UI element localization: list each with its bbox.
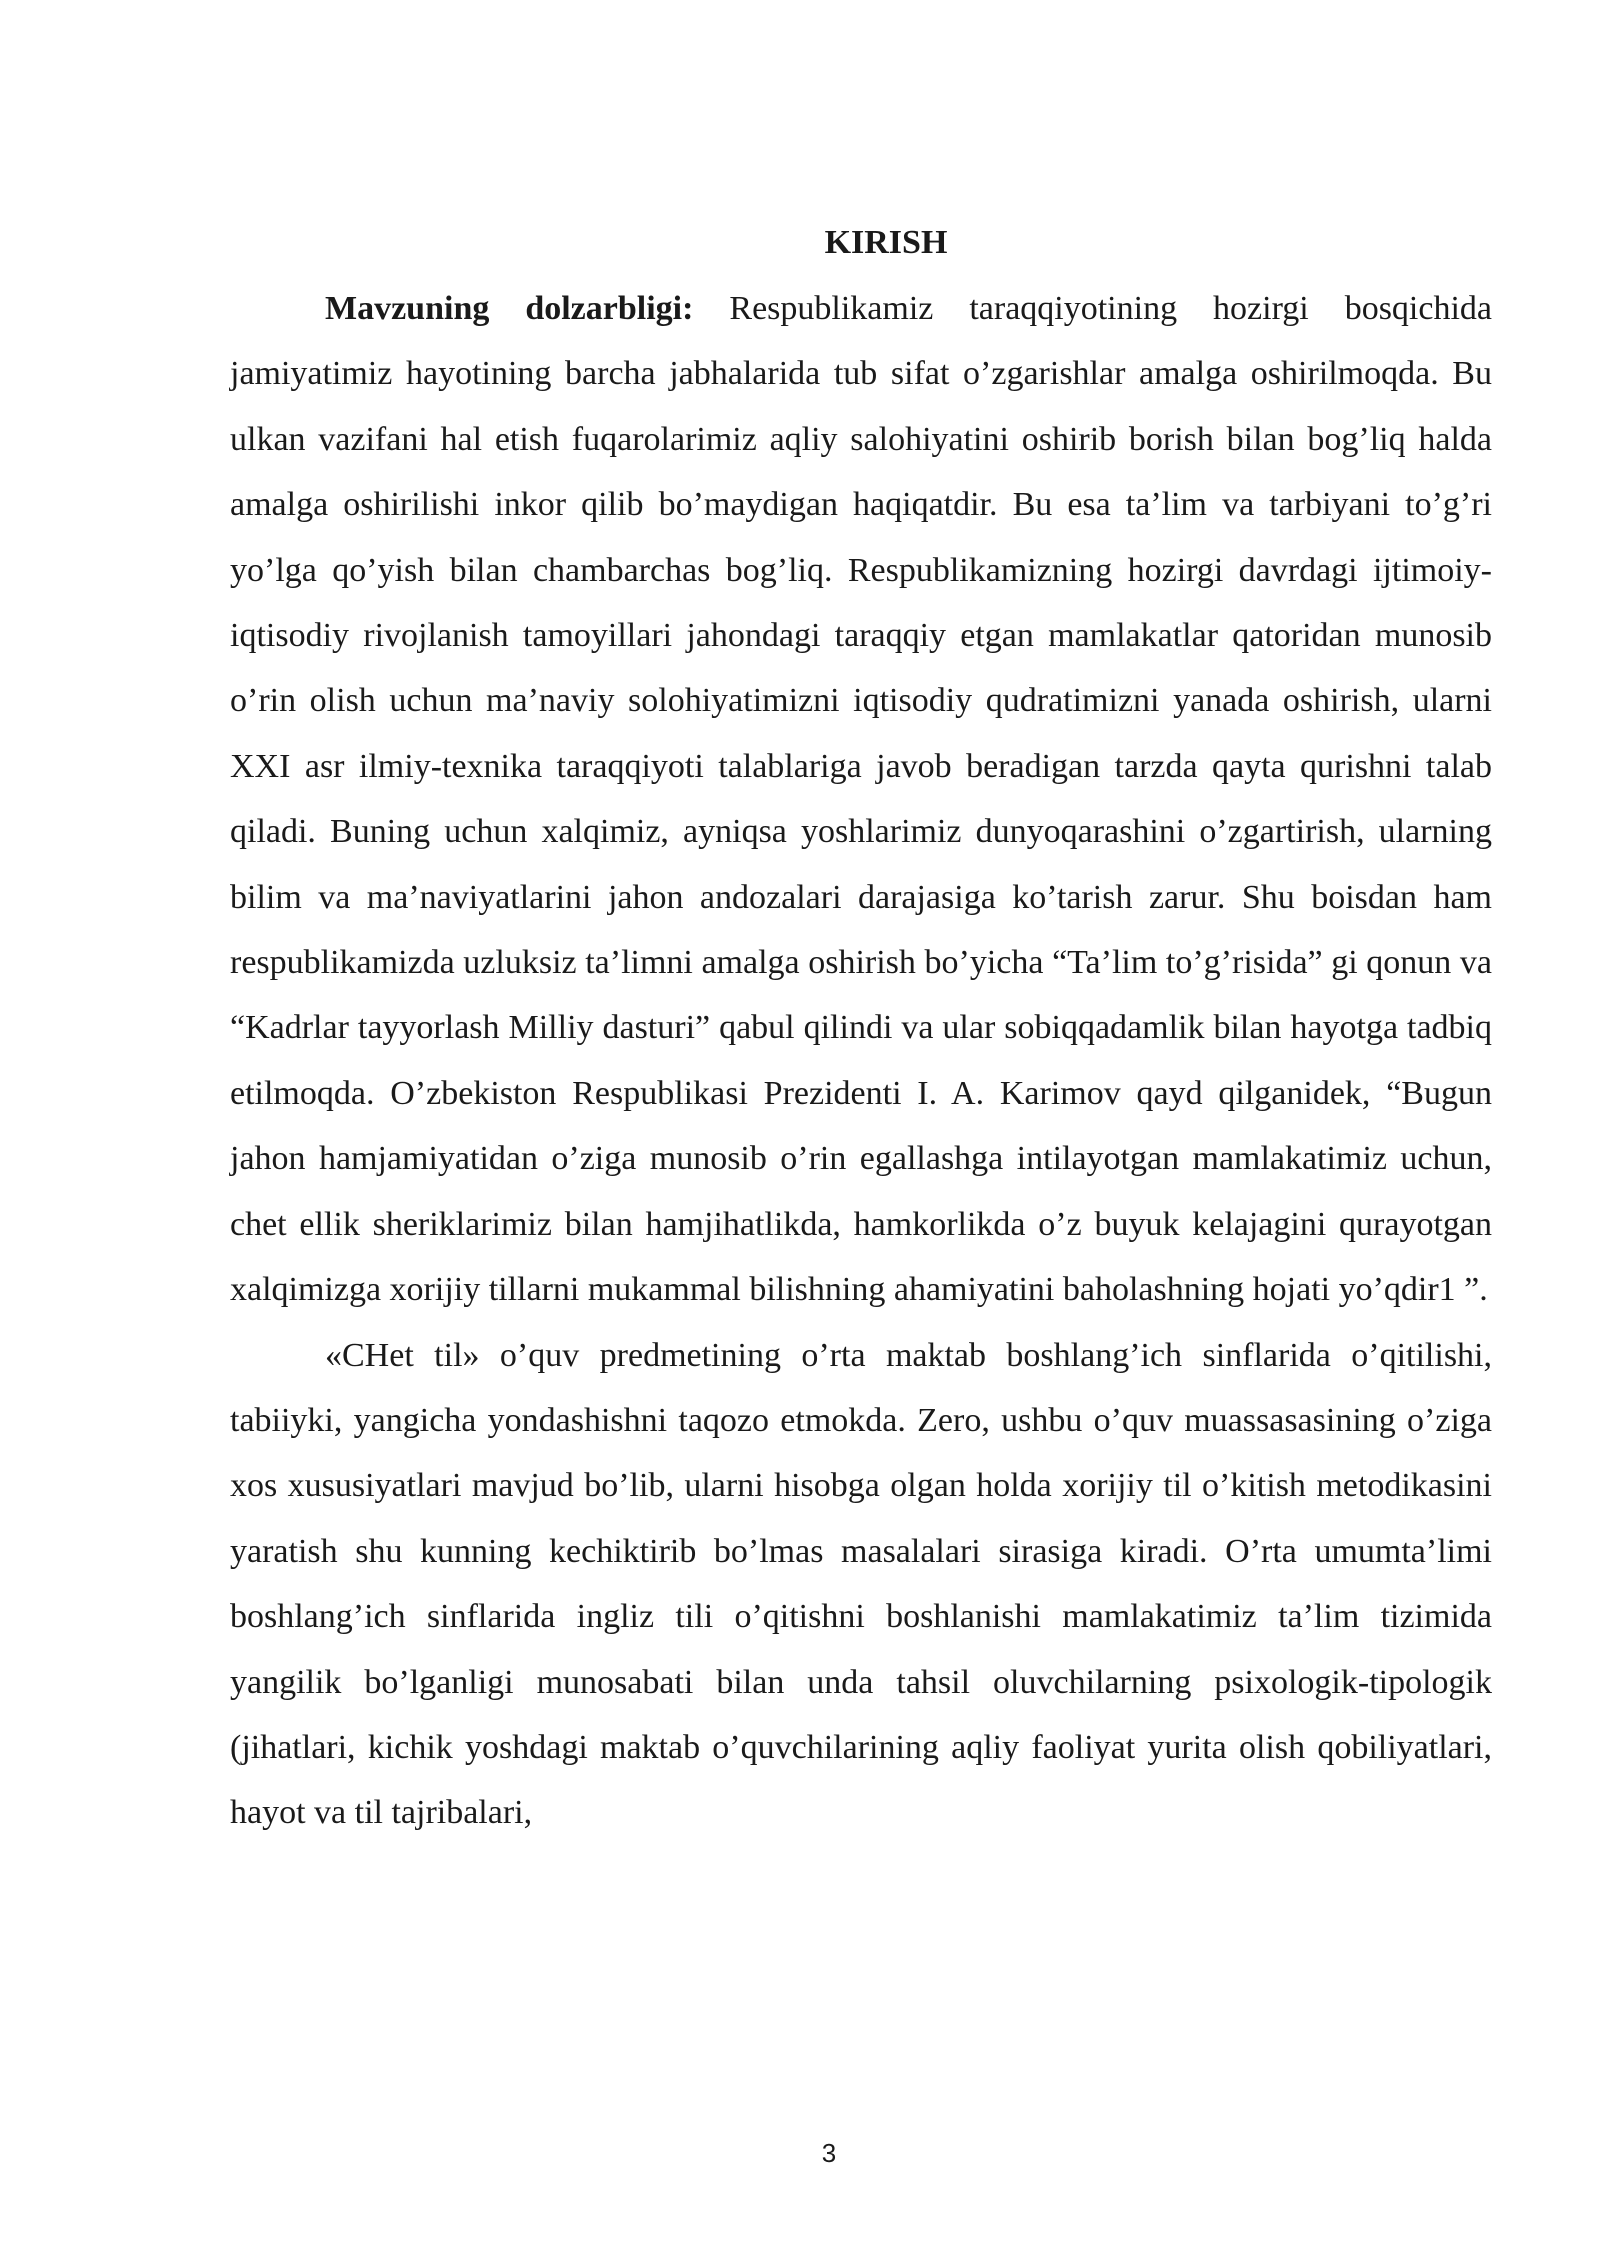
paragraph-text: «CHet til» o’quv predmetining o’rta maktab boshlang’ich sinflarida o’qitilishi, tabiiyki, yangicha yondashishni taqozo etmokda. Zero, ushbu o’quv muassasasining o’ziga xos xususiyatlari mavjud bo’lib, ularni hisobga olgan holda xorijiy til o’kitish metodikasini yaratish shu kunning kechiktirib bo’lmas masalalari sirasiga kiradi. O’rta umumta’limi boshlang’ich sinflarida ingliz tili o’qitishni boshlanishi mamlakatimiz ta’lim tizimida yangilik bo’lganligi munosabati bilan unda tahsil oluvchilarning psixologik-tipologik (jihatlari, kichik yoshdagi maktab o’quvchilarining aqliy faoliyat yurita olish qobiliyatlari, hayot va til tajribalari, bbox=[230, 1336, 1492, 1832]
paragraph-text: Respublikamiz taraqqiyotining hozirgi bosqichida jamiyatimiz hayotining barcha jabhalarida tub sifat o’zgarishlar amalga oshirilmoqda. Bu ulkan vazifani hal etish fuqarolarimiz aqliy salohiyatini oshirib borish bilan bog’liq halda amalga oshirilishi inkor qilib bo’maydigan haqiqatdir. Bu esa ta’lim va tarbiyani to’g’ri yo’lga qo’yish bilan chambarchas bog’liq. Respublikamizning hozirgi davrdagi ijtimoiy-iqtisodiy rivojlanish tamoyillari jahondagi taraqqiy etgan mamlakatlar qatoridan munosib o’rin olish uchun ma’naviy solohiyatimizni iqtisodiy qudratimizni yanada oshirish, ularni XXI asr ilmiy-texnika taraqqiyoti talablariga javob beradigan tarzda qayta qurishni talab qiladi. Buning uchun xalqimiz, ayniqsa yoshlarimiz dunyoqarashini o’zgartirish, ularning bilim va ma’naviyatlarini jahon andozalari darajasiga ko’tarish zarur. Shu boisdan ham respublikamizda uzluksiz ta’limni amalga oshirish bo’yicha “Ta’lim to’g’risida” gi qonun va “Kadrlar tayyorlash Milliy dasturi” qabul qilindi va ular sobiqqadamlik bilan hayotga tadbiq etilmoqda. O’zbekiston Respublikasi Prezidenti I. A. Karimov qayd qilganidek, “Bugun jahon hamjamiyatidan o’ziga munosib o’rin egallashga intilayotgan mamlakatimiz uchun, chet ellik sheriklarimiz bilan hamjihatlikda, hamkorlikda o’z buyuk kelajagini qurayotgan xalqimizga xorijiy tillarni mukammal bilishning ahamiyatini baholashning hojati yo’qdir1 ”. bbox=[230, 290, 1492, 1309]
page-number: 3 bbox=[821, 2138, 837, 2168]
section-heading: KIRISH bbox=[824, 224, 948, 261]
paragraph-foreign-language bbox=[230, 1323, 1492, 1846]
paragraph-relevance bbox=[230, 276, 1492, 1323]
document-page bbox=[230, 210, 1492, 1846]
paragraph-lead: Mavzuning dolzarbligi: bbox=[325, 290, 694, 327]
